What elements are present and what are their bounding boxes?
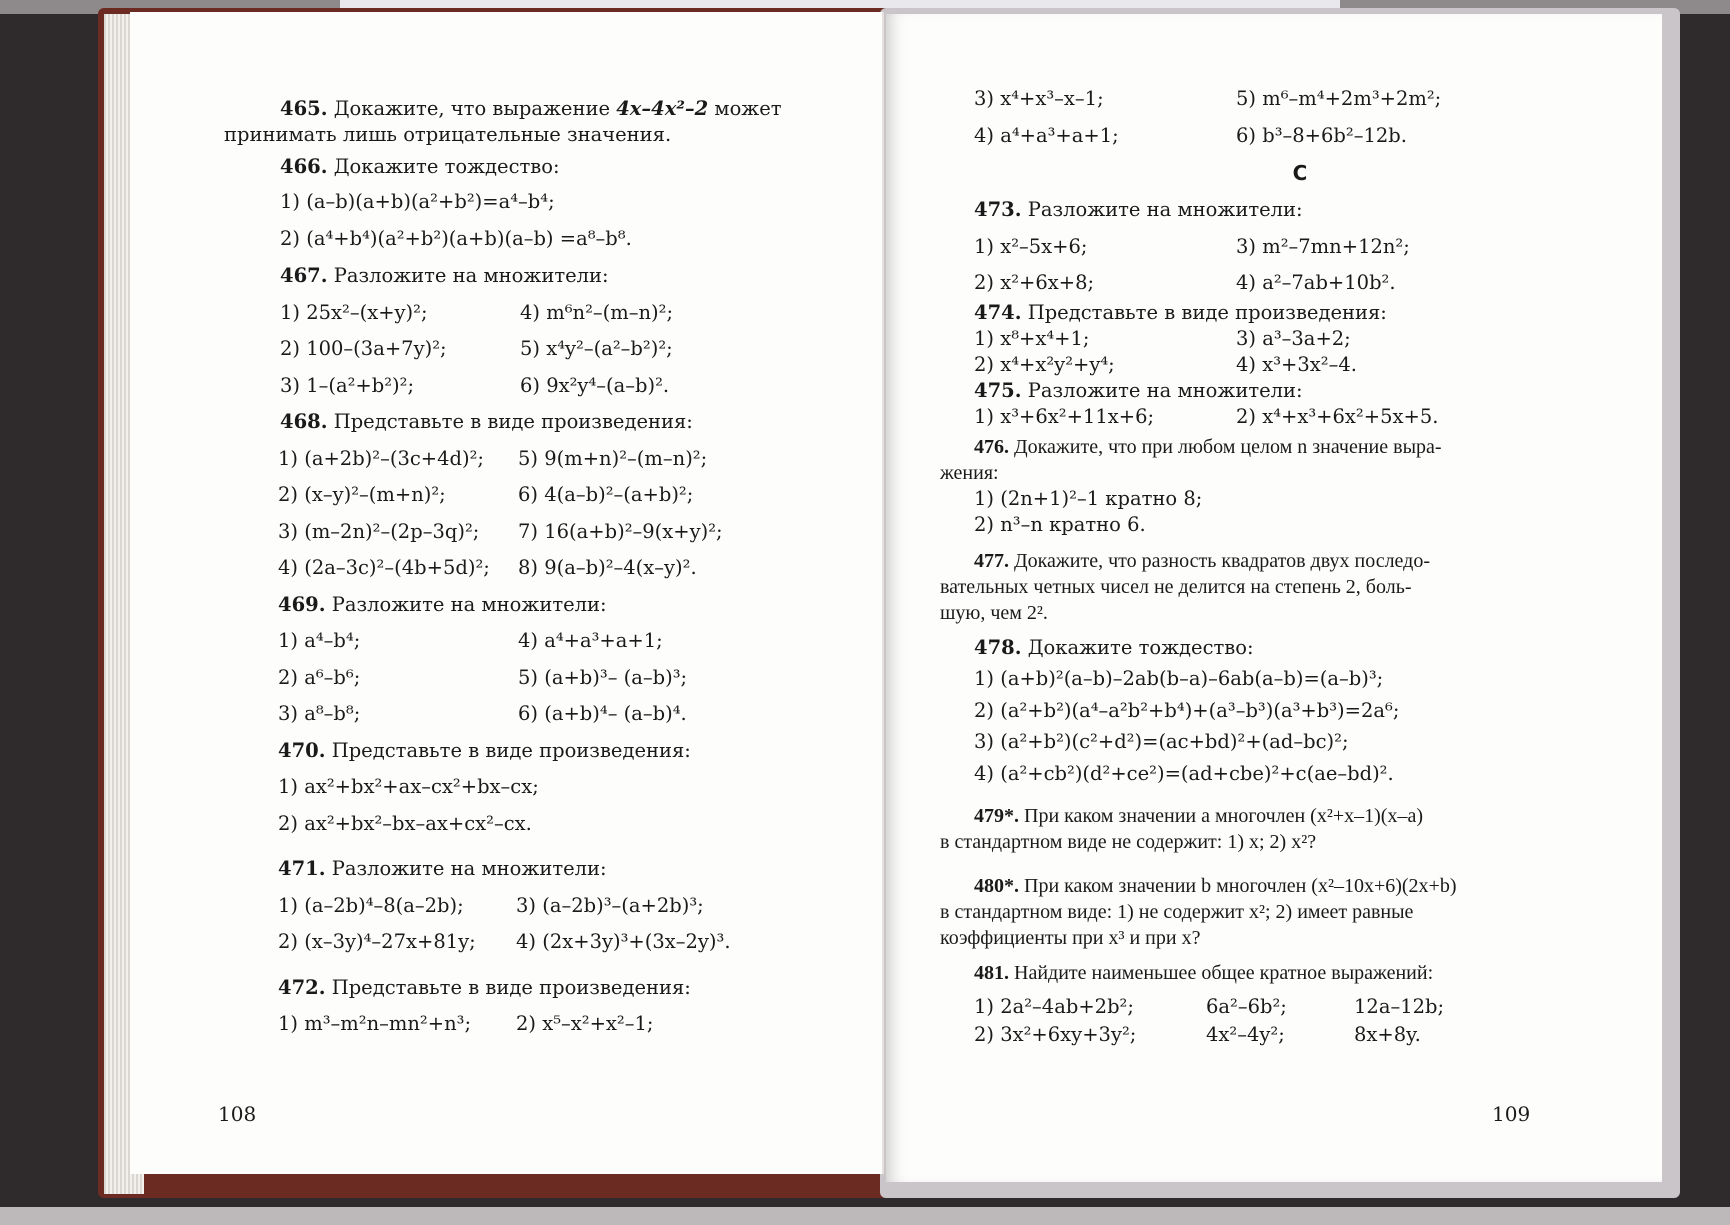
item: 6) (a+b)⁴– (a–b)⁴.: [518, 702, 687, 725]
item-row: [256, 446, 942, 470]
item-row: [256, 1014, 942, 1034]
problem-heading: [952, 635, 1632, 659]
problem-text-line: шую, чем 2².: [940, 601, 1048, 624]
item: 2) 3x²+6xy+3y²;: [974, 1022, 1137, 1046]
item: 2) n³–n кратно 6.: [974, 512, 1146, 536]
problem-text: может: [708, 97, 782, 120]
left-page-content: [224, 96, 942, 1035]
problem-475: [952, 378, 1632, 430]
problem-465: [224, 96, 942, 148]
item-row: [256, 558, 942, 578]
problem-465-line-1: [256, 96, 942, 122]
item: 6) 4(a–b)²–(a+b)²;: [518, 483, 694, 506]
problem-text: При каком значении b многочлен (x²–10x+6)(2x+b): [1019, 875, 1457, 897]
problem-number: 474.: [974, 300, 1022, 324]
problem-number: 470.: [278, 738, 326, 762]
problem-476: [940, 434, 1632, 538]
problem-heading: [952, 434, 1632, 460]
problem-heading: [952, 803, 1632, 829]
problem-number: 479*.: [974, 805, 1019, 827]
left-page: [130, 12, 884, 1174]
item: 6) 9x²y⁴–(a–b)².: [520, 373, 670, 397]
problem-text: Разложите на множители:: [1021, 198, 1303, 221]
item-row: [952, 326, 1632, 352]
problem-heading: [952, 548, 1632, 574]
item: 1) (a+2b)²–(3c+4d)²;: [278, 446, 485, 470]
right-page-content: [940, 87, 1632, 1046]
item: 1) x²–5x+6;: [974, 234, 1088, 258]
item: 8) 9(a–b)²–4(x–y)².: [518, 556, 697, 579]
problem-number: 477.: [974, 549, 1009, 572]
problem-467: [256, 266, 942, 395]
problem-477: [940, 548, 1632, 626]
item-row: [256, 893, 942, 917]
problem-heading: [256, 266, 942, 286]
item: 2) (a²+b²)(a⁴–a²b²+b⁴)+(a³–b³)(a³+b³)=2a⁶;: [974, 698, 1400, 722]
problem-481: [952, 963, 1632, 1044]
item-row: [256, 704, 942, 724]
problem-text: При каком значении a многочлен (x²+x–1)(x–a): [1019, 805, 1423, 827]
item: 3) (a–2b)³–(a+2b)³;: [516, 893, 704, 917]
problem-text: Разложите на множители:: [325, 592, 607, 616]
problem-text: Разложите на множители:: [1021, 378, 1303, 402]
item-row: [952, 404, 1632, 430]
problem-text-line: коэффициенты при x³ и при x?: [940, 927, 1201, 949]
problem-text: Разложите на множители:: [327, 264, 609, 287]
problem-number: 472.: [278, 975, 326, 999]
item: 4) x³+3x²–4.: [1236, 352, 1357, 376]
problem-heading: [952, 963, 1632, 983]
item: 1) x³+6x²+11x+6;: [974, 404, 1155, 428]
problem-number: 467.: [280, 264, 328, 287]
item-row: [256, 631, 942, 651]
right-page: [886, 14, 1662, 1182]
item: 1) 25x²–(x+y)²;: [280, 300, 428, 324]
problem-text-line: вательных четных чисел не делится на степень 2, боль-: [940, 575, 1412, 598]
problem-text: Найдите наименьшее общее кратное выражений:: [1009, 962, 1434, 984]
item: 3) 1–(a²+b²)²;: [280, 373, 415, 397]
problem-heading: [952, 873, 1632, 899]
item: 3) (a²+b²)(c²+d²)=(ac+bd)²+(ad–bc)²;: [974, 730, 1349, 753]
problem-number: 480*.: [974, 875, 1019, 897]
item: 2) (x–y)²–(m+n)²;: [278, 483, 446, 506]
item-row: [952, 123, 1632, 147]
item-row: [256, 665, 942, 689]
item: 1) (2n+1)²–1 кратно 8;: [974, 486, 1203, 510]
problem-text: Представьте в виде произведения:: [325, 738, 691, 762]
item: 6a²–6b²;: [1206, 995, 1287, 1018]
problem-text-line: в стандартном виде: 1) не содержит x²; 2) имеет равные: [940, 901, 1414, 923]
problem-470: [256, 738, 942, 835]
item-row: [952, 352, 1632, 378]
problem-number: 466.: [280, 155, 328, 178]
problem-473: [952, 200, 1632, 293]
problem-heading: [256, 738, 942, 762]
item: 1) 2a²–4ab+2b²;: [974, 995, 1134, 1018]
problem-number: 465.: [280, 97, 328, 120]
problem-text-line: в стандартном виде не содержит: 1) x; 2) x²?: [940, 831, 1317, 853]
problem-466: [256, 154, 942, 248]
item: 1) a⁴–b⁴;: [278, 629, 361, 652]
problem-number: 481.: [974, 962, 1009, 984]
item-row: [952, 1022, 1632, 1046]
item: 1) (a+b)²(a–b)–2ab(b–a)–6ab(a–b)=(a–b)³;: [974, 667, 1384, 690]
item: 8x+8y.: [1354, 1022, 1421, 1046]
item: 5) x⁴y²–(a²–b²)²;: [520, 337, 673, 360]
section-label: C: [1292, 161, 1308, 185]
problem-471: [256, 859, 942, 952]
item: 2) x⁵–x²+x²–1;: [516, 1012, 654, 1035]
item-row: [256, 300, 942, 324]
item: 1) m³–m²n–mn²+n³;: [278, 1012, 472, 1035]
problem-479: [940, 803, 1632, 855]
item-row: [952, 273, 1632, 293]
problem-474: [952, 300, 1632, 378]
problem-text: Докажите, что выражение: [327, 97, 617, 120]
problem-heading: [256, 975, 942, 999]
item: 1) x⁸+x⁴+1;: [974, 326, 1090, 350]
problem-text: Представьте в виде произведения:: [1021, 300, 1387, 324]
problem-number: 473.: [974, 198, 1022, 221]
item: 7) 16(a+b)²–9(x+y)²;: [518, 519, 723, 543]
item: 5) 9(m+n)²–(m–n)²;: [518, 446, 708, 470]
scan-background-bottom: [0, 1207, 1730, 1225]
item: 2) (a⁴+b⁴)(a²+b²)(a+b)(a–b) =a⁸–b⁸.: [280, 226, 632, 250]
item: 2) a⁶–b⁶;: [278, 665, 361, 689]
problem-number: 471.: [278, 857, 326, 880]
item: 4) (a²+cb²)(d²+ce²)=(ad+cbe)²+c(ae–bd)².: [974, 761, 1394, 785]
item: 2) x⁴+x³+6x²+5x+5.: [1236, 404, 1439, 428]
problem-heading: [256, 859, 942, 879]
item: 2) (x–3y)⁴–27x+81y;: [278, 930, 476, 953]
problem-text-line: принимать лишь отрицательные значения.: [224, 123, 672, 146]
problem-number: 468.: [280, 410, 328, 433]
item: 2) ax²+bx²–bx–ax+cx²–cx.: [278, 811, 532, 835]
problem-480: [940, 873, 1632, 951]
problem-text: Докажите, что при любом целом n значение выра-: [1009, 435, 1442, 458]
item: 4) a⁴+a³+a+1;: [974, 123, 1119, 147]
problem-number: 478.: [974, 635, 1022, 659]
problem-number: 469.: [278, 592, 326, 616]
item: 12a–12b;: [1354, 995, 1445, 1018]
item: 4) m⁶n²–(m–n)²;: [520, 300, 674, 324]
problem-472-continued: [952, 89, 1632, 145]
item: 4) a⁴+a³+a+1;: [518, 629, 663, 652]
item: 2) 100–(3a+7y)²;: [280, 337, 447, 360]
page-number: 109: [1492, 1102, 1531, 1126]
item-row: [952, 234, 1632, 258]
item: 3) x⁴+x³–x–1;: [974, 87, 1104, 110]
item: 3) (m–2n)²–(2p–3q)²;: [278, 519, 480, 543]
item-row: [256, 373, 942, 397]
problem-468: [256, 412, 942, 578]
item-row: [952, 997, 1632, 1017]
item: 5) (a+b)³– (a–b)³;: [518, 665, 688, 689]
page-number: 108: [218, 1102, 257, 1126]
item: 3) a⁸–b⁸;: [278, 702, 361, 725]
problem-text: Разложите на множители:: [325, 857, 607, 880]
problem-heading: [256, 412, 942, 432]
problem-number: 475.: [974, 378, 1022, 402]
problem-text-line: жения:: [940, 461, 999, 484]
item: 4) (2x+3y)³+(3x–2y)³.: [516, 930, 731, 953]
problem-number: 476.: [974, 435, 1009, 458]
item: 1) ax²+bx²+ax–cx²+bx–cx;: [278, 775, 539, 798]
item-row: [256, 339, 942, 359]
item: 4) (2a–3c)²–(4b+5d)²;: [278, 556, 490, 579]
item-row: [256, 932, 942, 952]
problem-heading: [952, 378, 1632, 404]
item-row: [256, 519, 942, 543]
expression: 4x–4x²–2: [616, 97, 709, 120]
problem-heading: [952, 200, 1632, 220]
item: 5) m⁶–m⁴+2m³+2m²;: [1236, 87, 1442, 110]
item: 4) a²–7ab+10b².: [1236, 271, 1396, 294]
problem-text: Представьте в виде произведения:: [327, 410, 693, 433]
item: 4x²–4y²;: [1206, 1022, 1285, 1046]
item: 2) x⁴+x²y²+y⁴;: [974, 352, 1115, 376]
problem-472: [256, 975, 942, 1035]
problem-478: [952, 635, 1632, 785]
problem-text: Представьте в виде произведения:: [325, 975, 691, 999]
item-row: [256, 485, 942, 505]
problem-text: Докажите, что разность квадратов двух последо-: [1009, 549, 1430, 572]
problem-heading: [952, 300, 1632, 326]
problem-469: [256, 592, 942, 725]
item: 2) x²+6x+8;: [974, 271, 1095, 294]
item: 1) (a–b)(a+b)(a²+b²)=a⁴–b⁴;: [280, 190, 555, 213]
problem-text: Докажите тождество:: [327, 155, 560, 178]
item-row: [952, 89, 1632, 109]
item: 3) a³–3a+2;: [1236, 326, 1351, 350]
problem-text: Докажите тождество:: [1021, 635, 1254, 659]
problem-heading: [256, 592, 942, 616]
item: 1) (a–2b)⁴–8(a–2b);: [278, 893, 464, 917]
problem-heading: [256, 154, 942, 180]
item: 6) b³–8+6b²–12b.: [1236, 123, 1407, 147]
item: 3) m²–7mn+12n²;: [1236, 234, 1410, 258]
